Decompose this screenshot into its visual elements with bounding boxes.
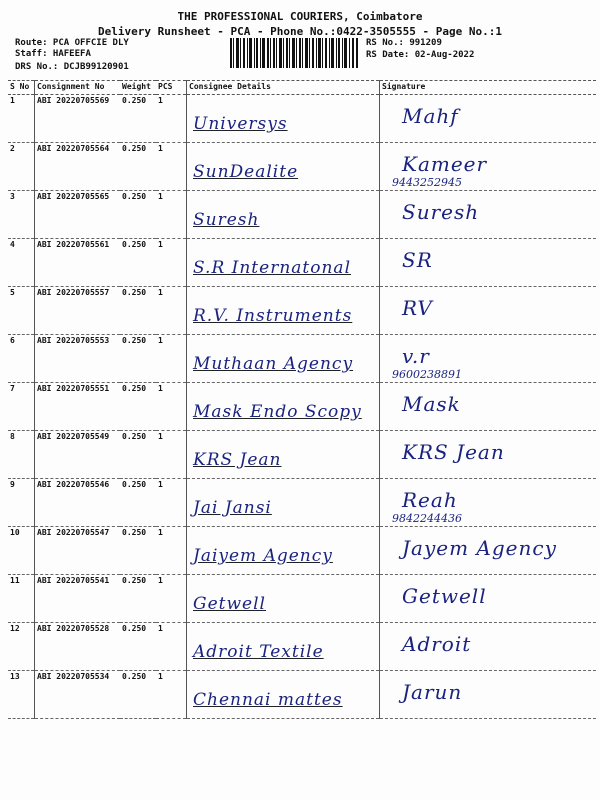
row-consignee-cell bbox=[187, 95, 380, 143]
row-weight: 0.250 bbox=[120, 239, 156, 287]
signature-handwritten: Adroit bbox=[402, 632, 472, 656]
row-consignment: ABI 20220705561 bbox=[35, 239, 121, 287]
row-consignment: ABI 20220705546 bbox=[35, 479, 121, 527]
row-consignment: ABI 20220705547 bbox=[35, 527, 121, 575]
row-sno: 12 bbox=[8, 623, 35, 671]
row-consignee-cell bbox=[187, 431, 380, 479]
col-sno: S No bbox=[8, 81, 35, 95]
row-signature-cell bbox=[380, 143, 597, 191]
row-consignment: ABI 20220705534 bbox=[35, 671, 121, 719]
row-pcs: 1 bbox=[156, 383, 187, 431]
table-row bbox=[8, 287, 596, 335]
row-weight: 0.250 bbox=[120, 431, 156, 479]
consignee-handwritten: Chennai mattes bbox=[193, 690, 343, 710]
row-weight: 0.250 bbox=[120, 479, 156, 527]
row-consignee-cell bbox=[187, 479, 380, 527]
consignee-handwritten: Adroit Textile bbox=[193, 642, 324, 662]
signature-handwritten: Getwell bbox=[402, 584, 487, 608]
col-weight: Weight bbox=[120, 81, 156, 95]
signature-handwritten: Jayem Agency bbox=[402, 536, 557, 560]
row-consignment: ABI 20220705553 bbox=[35, 335, 121, 383]
drs-number: DRS No.: DCJB99120901 bbox=[15, 62, 129, 72]
col-pcs: PCS bbox=[156, 81, 187, 95]
runsheet-title: THE PROFESSIONAL COURIERS, Coimbatore bbox=[177, 10, 423, 23]
signature-handwritten: RV bbox=[402, 296, 433, 320]
row-pcs: 1 bbox=[156, 479, 187, 527]
consignee-handwritten: Suresh bbox=[193, 210, 260, 230]
route-label: Route: PCA OFFCIE DLY bbox=[15, 38, 129, 48]
col-signature: Signature bbox=[380, 81, 597, 95]
consignee-handwritten: SunDealite bbox=[193, 162, 299, 182]
row-signature-cell bbox=[380, 671, 597, 719]
row-weight: 0.250 bbox=[120, 383, 156, 431]
row-signature-cell bbox=[380, 479, 597, 527]
consignee-handwritten: Jaiyem Agency bbox=[193, 546, 333, 566]
row-consignment: ABI 20220705528 bbox=[35, 623, 121, 671]
row-sno: 10 bbox=[8, 527, 35, 575]
row-pcs: 1 bbox=[156, 335, 187, 383]
row-consignment: ABI 20220705565 bbox=[35, 191, 121, 239]
signature-handwritten: KRS Jean bbox=[402, 440, 505, 464]
row-pcs: 1 bbox=[156, 527, 187, 575]
table-row bbox=[8, 191, 596, 239]
row-consignment: ABI 20220705569 bbox=[35, 95, 121, 143]
barcode-icon bbox=[230, 38, 358, 68]
row-pcs: 1 bbox=[156, 671, 187, 719]
row-sno: 1 bbox=[8, 95, 35, 143]
table-row bbox=[8, 623, 596, 671]
table-row bbox=[8, 383, 596, 431]
row-consignment: ABI 20220705551 bbox=[35, 383, 121, 431]
row-pcs: 1 bbox=[156, 191, 187, 239]
row-weight: 0.250 bbox=[120, 143, 156, 191]
row-pcs: 1 bbox=[156, 143, 187, 191]
row-consignee-cell bbox=[187, 671, 380, 719]
row-weight: 0.250 bbox=[120, 575, 156, 623]
row-signature-cell bbox=[380, 95, 597, 143]
table-row bbox=[8, 95, 596, 143]
row-consignment: ABI 20220705557 bbox=[35, 287, 121, 335]
row-pcs: 1 bbox=[156, 239, 187, 287]
row-sno: 7 bbox=[8, 383, 35, 431]
table-row bbox=[8, 335, 596, 383]
row-consignment: ABI 20220705564 bbox=[35, 143, 121, 191]
signature-handwritten: v.r bbox=[402, 344, 430, 368]
row-signature-cell bbox=[380, 431, 597, 479]
table-row bbox=[8, 479, 596, 527]
row-consignee-cell bbox=[187, 143, 380, 191]
row-consignment: ABI 20220705549 bbox=[35, 431, 121, 479]
signature-phone-note: 9842244436 bbox=[392, 512, 462, 525]
table-row bbox=[8, 143, 596, 191]
row-weight: 0.250 bbox=[120, 191, 156, 239]
col-consignee: Consignee Details bbox=[187, 81, 380, 95]
row-consignment: ABI 20220705541 bbox=[35, 575, 121, 623]
row-pcs: 1 bbox=[156, 287, 187, 335]
row-consignee-cell bbox=[187, 239, 380, 287]
row-signature-cell bbox=[380, 287, 597, 335]
row-consignee-cell bbox=[187, 383, 380, 431]
row-consignee-cell bbox=[187, 287, 380, 335]
row-consignee-cell bbox=[187, 191, 380, 239]
row-sno: 11 bbox=[8, 575, 35, 623]
signature-handwritten: Kameer bbox=[402, 152, 488, 176]
row-consignee-cell bbox=[187, 623, 380, 671]
row-sno: 8 bbox=[8, 431, 35, 479]
signature-phone-note: 9443252945 bbox=[392, 176, 462, 189]
consignee-handwritten: Muthaan Agency bbox=[193, 354, 354, 374]
consignee-handwritten: R.V. Instruments bbox=[193, 306, 353, 326]
row-sno: 2 bbox=[8, 143, 35, 191]
row-signature-cell bbox=[380, 335, 597, 383]
row-signature-cell bbox=[380, 527, 597, 575]
rs-date: RS Date: 02-Aug-2022 bbox=[366, 50, 475, 60]
row-sno: 3 bbox=[8, 191, 35, 239]
table-row bbox=[8, 575, 596, 623]
row-signature-cell bbox=[380, 191, 597, 239]
runsheet-subtitle: Delivery Runsheet - PCA - Phone No.:0422-3505555 - Page No.:1 bbox=[98, 25, 502, 38]
row-consignee-cell bbox=[187, 335, 380, 383]
row-sno: 4 bbox=[8, 239, 35, 287]
row-signature-cell bbox=[380, 239, 597, 287]
signature-handwritten: Jarun bbox=[402, 680, 463, 704]
row-consignee-cell bbox=[187, 575, 380, 623]
row-weight: 0.250 bbox=[120, 671, 156, 719]
row-pcs: 1 bbox=[156, 95, 187, 143]
signature-phone-note: 9600238891 bbox=[392, 368, 462, 381]
row-weight: 0.250 bbox=[120, 335, 156, 383]
consignee-handwritten: Getwell bbox=[193, 594, 266, 614]
runsheet-table bbox=[8, 80, 596, 719]
consignee-handwritten: KRS Jean bbox=[193, 450, 282, 470]
table-row bbox=[8, 431, 596, 479]
row-weight: 0.250 bbox=[120, 95, 156, 143]
row-pcs: 1 bbox=[156, 575, 187, 623]
table-row bbox=[8, 239, 596, 287]
row-sno: 13 bbox=[8, 671, 35, 719]
row-sno: 6 bbox=[8, 335, 35, 383]
table-row bbox=[8, 671, 596, 719]
row-sno: 5 bbox=[8, 287, 35, 335]
table-row bbox=[8, 527, 596, 575]
signature-handwritten: Mask bbox=[402, 392, 461, 416]
staff-label: Staff: HAFEEFA bbox=[15, 49, 91, 59]
signature-handwritten: Mahf bbox=[402, 104, 459, 128]
row-weight: 0.250 bbox=[120, 623, 156, 671]
consignee-handwritten: S.R Internatonal bbox=[193, 258, 352, 278]
row-pcs: 1 bbox=[156, 623, 187, 671]
row-sno: 9 bbox=[8, 479, 35, 527]
signature-handwritten: SR bbox=[402, 248, 433, 272]
row-weight: 0.250 bbox=[120, 527, 156, 575]
table-header-row bbox=[8, 81, 596, 95]
row-signature-cell bbox=[380, 575, 597, 623]
row-signature-cell bbox=[380, 623, 597, 671]
row-consignee-cell bbox=[187, 527, 380, 575]
consignee-handwritten: Mask Endo Scopy bbox=[193, 402, 362, 422]
row-weight: 0.250 bbox=[120, 287, 156, 335]
signature-handwritten: Reah bbox=[402, 488, 458, 512]
col-consignment: Consignment No bbox=[35, 81, 121, 95]
rs-number: RS No.: 991209 bbox=[366, 38, 442, 48]
consignee-handwritten: Jai Jansi bbox=[193, 498, 272, 518]
row-signature-cell bbox=[380, 383, 597, 431]
consignee-handwritten: Universys bbox=[193, 114, 288, 134]
row-pcs: 1 bbox=[156, 431, 187, 479]
signature-handwritten: Suresh bbox=[402, 200, 480, 224]
